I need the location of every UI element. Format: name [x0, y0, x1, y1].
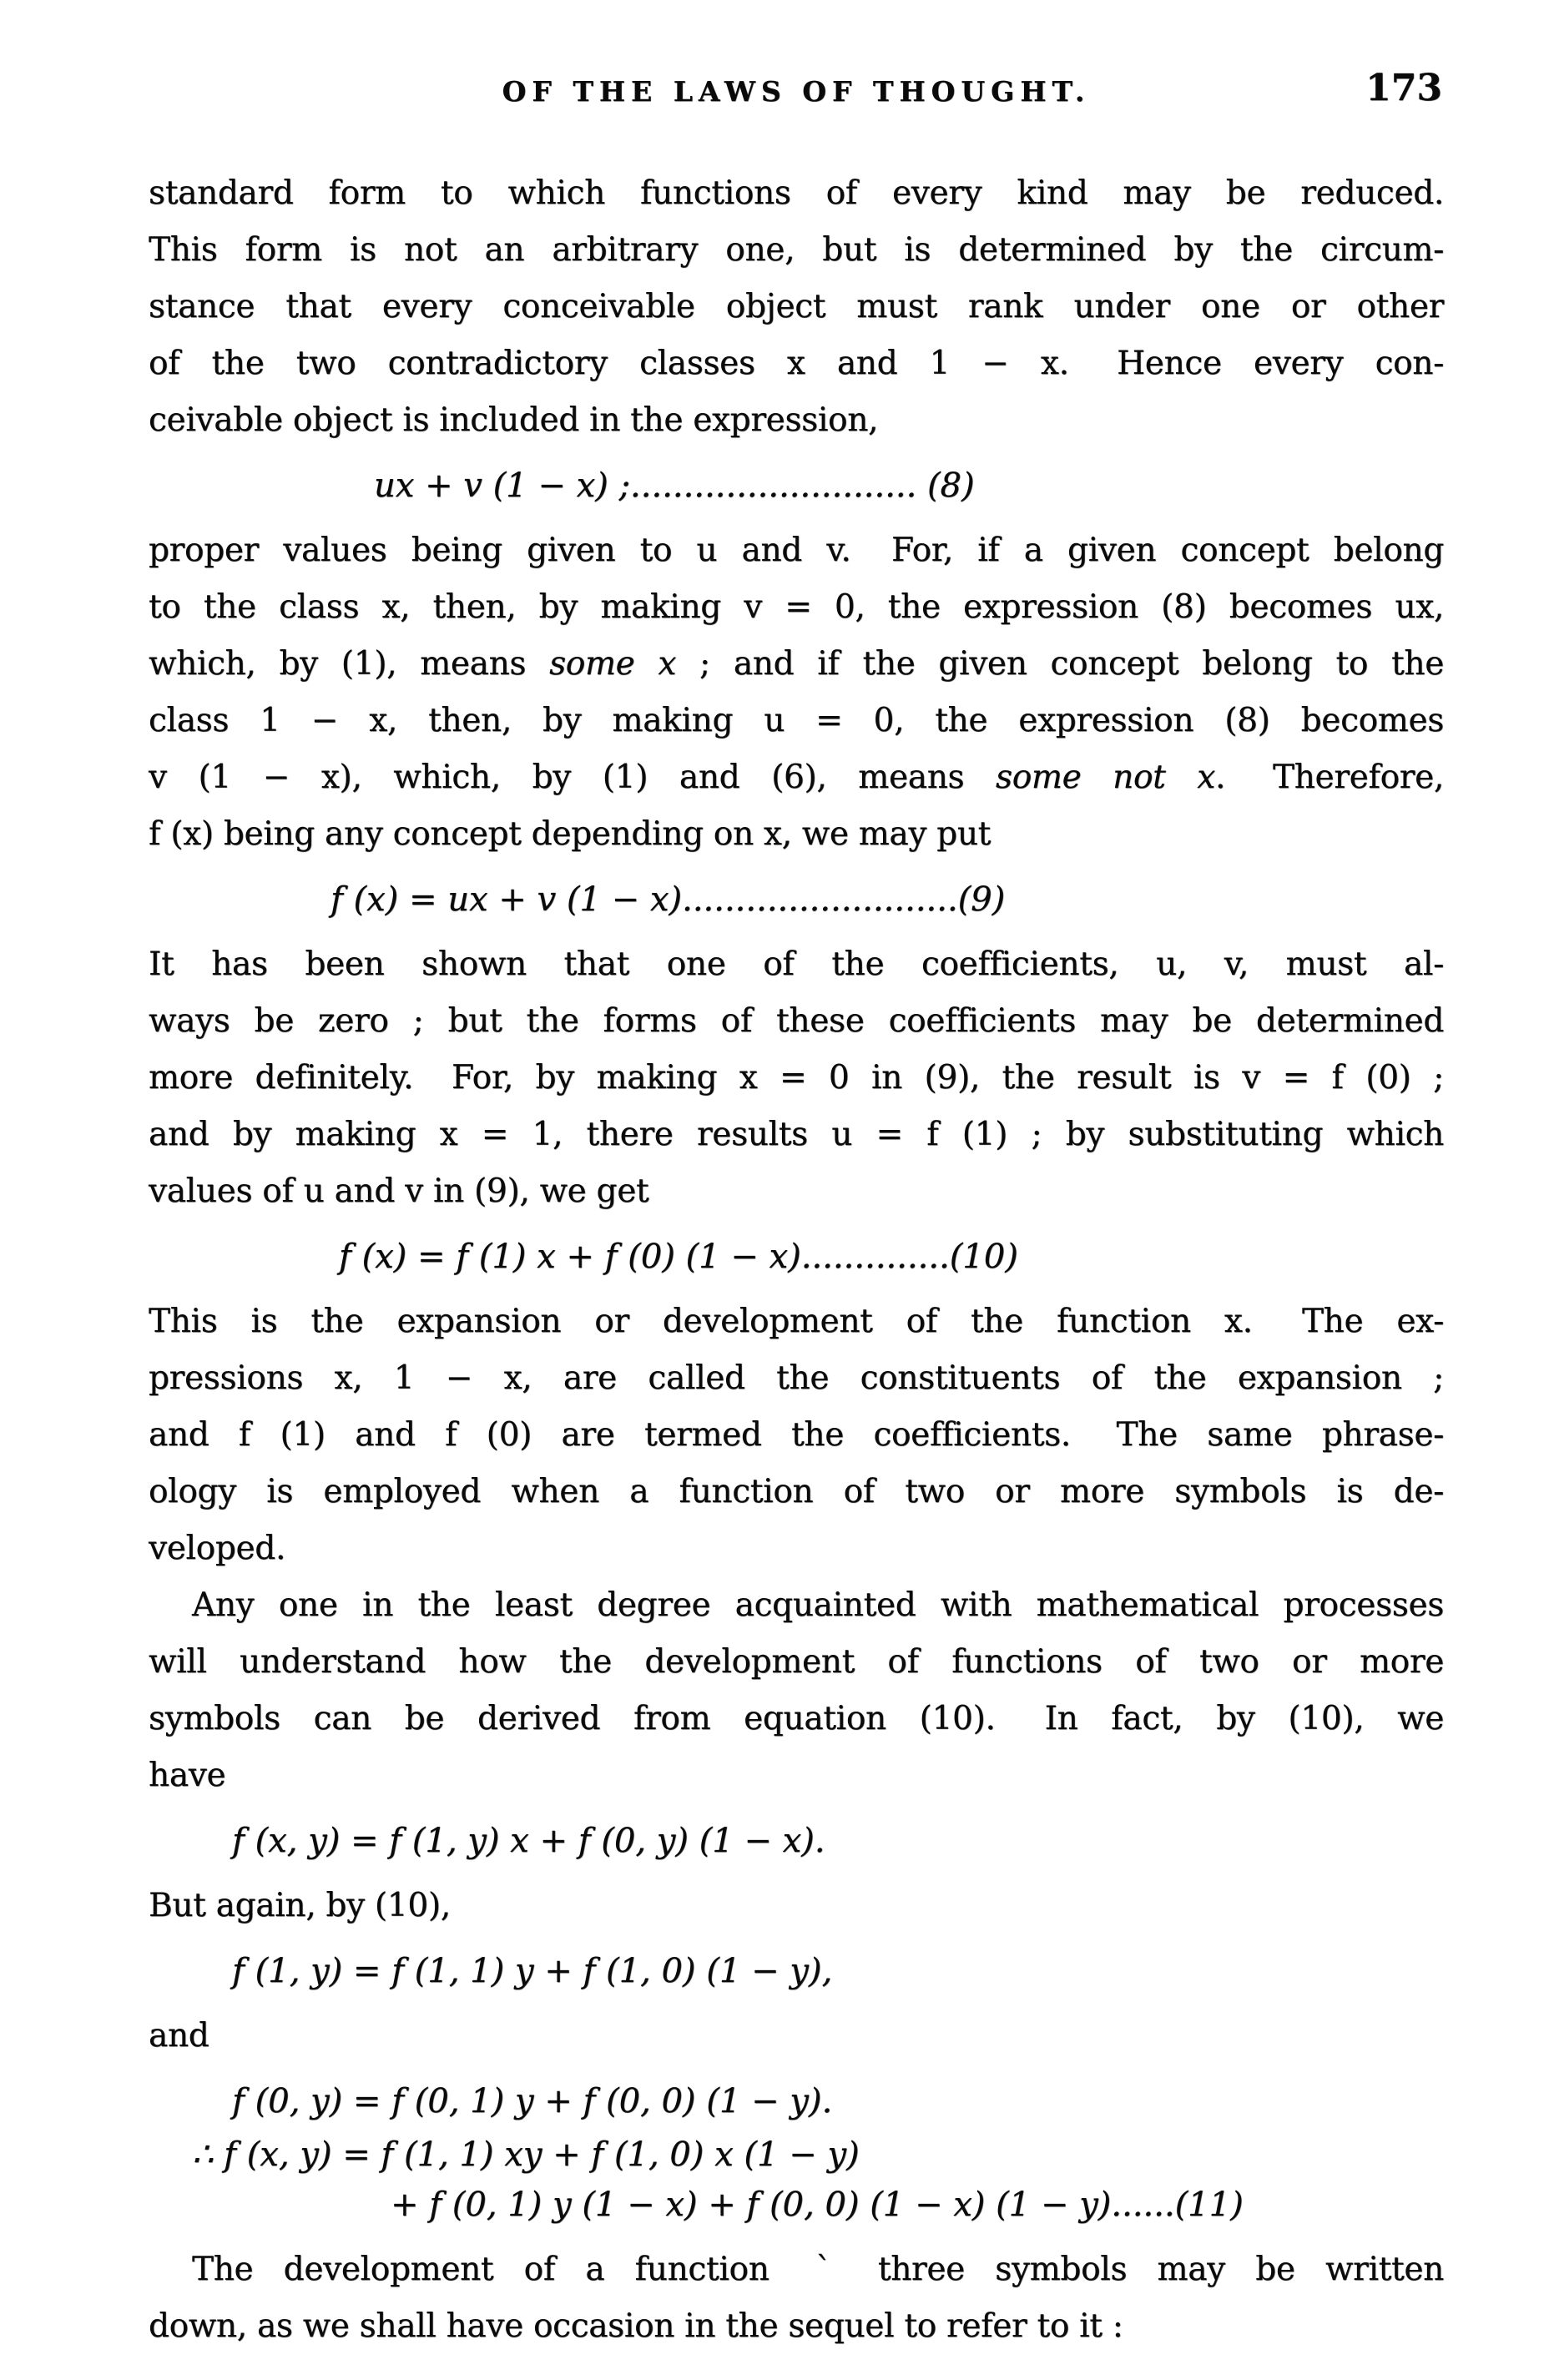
equation-9: f (x) = ux + v (1 − x)..........................(9)	[330, 880, 1006, 919]
text-line: more definitely. For, by making x = 0 in (9), the result is v = f (0) ;	[149, 1059, 1444, 1097]
paragraph-8	[149, 2241, 1444, 2355]
paragraph-7	[149, 2008, 1444, 2065]
text-line: and	[149, 2017, 209, 2055]
text-line: ology is employed when a function of two or more symbols is de-	[149, 1473, 1444, 1510]
text-line	[149, 636, 1444, 693]
text-line: But again, by (10),	[149, 1887, 451, 1924]
text-line: standard form to which functions of every kind may be reduced.	[149, 174, 1444, 212]
page-number: 173	[1365, 67, 1442, 109]
paragraph-1	[149, 165, 1444, 449]
text-line: stance that every conceivable object must rank under one or other	[149, 288, 1444, 325]
text-line: and f (1) and f (0) are termed the coefficients. The same phrase-	[149, 1416, 1444, 1454]
text-line: veloped.	[149, 1530, 286, 1567]
text-line: of the two contradictory classes x and 1 − x. Hence every con-	[149, 345, 1444, 382]
text-line	[149, 749, 1444, 806]
text-line: down, as we shall have occasion in the sequel to refer to it :	[149, 2307, 1123, 2345]
running-title: OF THE LAWS OF THOUGHT.	[502, 75, 1091, 108]
equation-f-1y: f (1, y) = f (1, 1) y + f (1, 0) (1 − y),	[232, 1952, 833, 1990]
text-line: values of u and v in (9), we get	[149, 1172, 649, 1210]
text-line: to the class x, then, by making v = 0, the expression (8) becomes ux,	[149, 588, 1444, 626]
equation-8: ux + v (1 − x) ;........................... (8)	[374, 466, 975, 505]
equation-11: + f (0, 1) y (1 − x) + f (0, 0) (1 − x) (1 − y)......(11)	[391, 2186, 1244, 2224]
paragraph-5	[149, 1577, 1444, 1804]
text-line: class 1 − x, then, by making u = 0, the expression (8) becomes	[149, 702, 1444, 739]
text-line: proper values being given to u and v. For, if a given concept belong	[149, 532, 1444, 569]
paragraph-4	[149, 1293, 1444, 1577]
text-segment: v (1 − x), which, by (1) and (6), means	[149, 759, 996, 796]
equation-10: f (x) = f (1) x + f (0) (1 − x)..............(10)	[339, 1238, 1018, 1276]
text-line: It has been shown that one of the coefficients, u, v, must al-	[149, 945, 1444, 983]
text-line: ways be zero ; but the forms of these coefficients may be determined	[149, 1002, 1444, 1040]
text-line: will understand how the development of functions of two or more	[149, 1643, 1444, 1681]
text-line: have	[149, 1757, 226, 1794]
paragraph-3	[149, 936, 1444, 1220]
italic-phrase: some x	[549, 645, 677, 683]
text-segment: which, by (1), means	[149, 645, 550, 683]
text-line: ceivable object is included in the expression,	[149, 401, 879, 439]
text-line: and by making x = 1, there results u = f (1) ; by substituting which	[149, 1116, 1444, 1153]
text-line: The development of a function ` three symbols may be written	[192, 2251, 1444, 2288]
text-line: pressions x, 1 − x, are called the constituents of the expansion ;	[149, 1359, 1444, 1397]
paragraph-6	[149, 1878, 1444, 1934]
text-segment: . Therefore,	[1214, 759, 1444, 796]
text-line: This is the expansion or development of the function x. The ex-	[149, 1303, 1444, 1340]
page-content	[149, 67, 1444, 2355]
text-line: This form is not an arbitrary one, but is determined by the circum-	[149, 231, 1444, 269]
paragraph-2	[149, 522, 1444, 863]
text-line: symbols can be derived from equation (10). In fact, by (10), we	[149, 1700, 1444, 1737]
equation-f-xy: f (x, y) = f (1, y) x + f (0, y) (1 − x).	[232, 1822, 825, 1860]
italic-phrase: some not x	[996, 759, 1215, 796]
text-segment: ; and if the given concept belong to the	[676, 645, 1444, 683]
equation-f-0y: f (0, y) = f (0, 1) y + f (0, 0) (1 − y).	[232, 2082, 833, 2120]
page-header	[149, 67, 1444, 115]
text-line: Any one in the least degree acquainted with mathematical processes	[192, 1586, 1444, 1624]
text-line: f (x) being any concept depending on x, we may put	[149, 815, 991, 853]
equation-therefore: ∴ f (x, y) = f (1, 1) xy + f (1, 0) x (1 − y)	[192, 2135, 860, 2174]
